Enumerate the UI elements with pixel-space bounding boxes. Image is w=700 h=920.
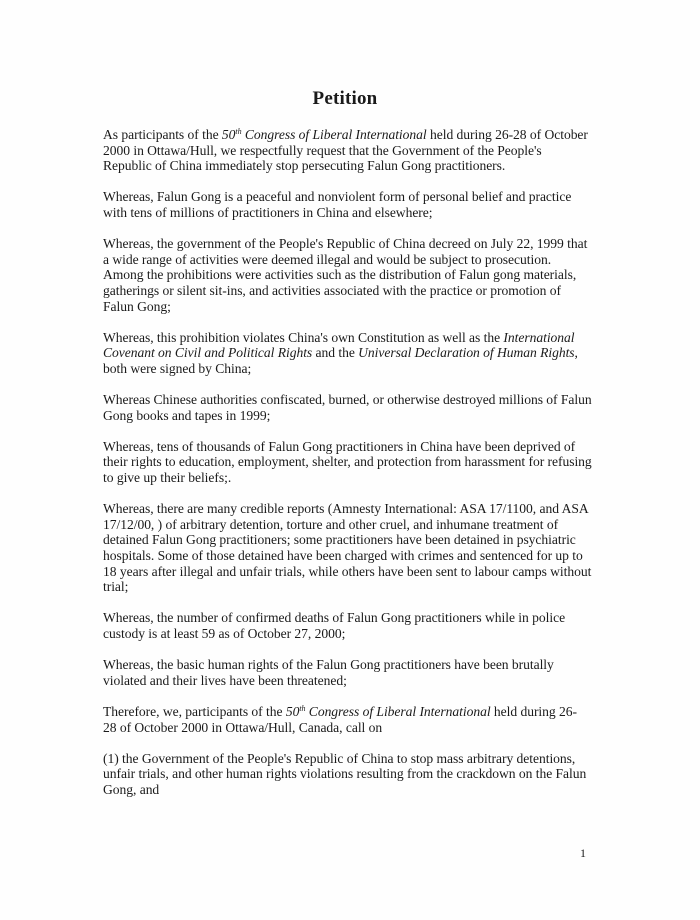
text-line: Whereas, Falun Gong is a peaceful and nonviolent form of personal belief and practice (103, 189, 572, 205)
whereas-paragraph (103, 392, 603, 423)
text-line: Gong, and (103, 781, 160, 797)
text-line: to give up their beliefs;. (103, 470, 232, 486)
text-line: hospitals. Some of those detained have been charged with crimes and sentenced for up to (103, 548, 583, 564)
text-line: Republic of China immediately stop persecuting Falun Gong practitioners. (103, 158, 506, 174)
text-line: As participants of the 50th Congress of Liberal International held during 26-28 of October (103, 127, 588, 142)
page-number: 1 (580, 846, 586, 860)
whereas-paragraph (103, 439, 603, 486)
text-line: custody is at least 59 as of October 27, 2000; (103, 626, 346, 641)
text-line: with tens of millions of practitioners in China and elsewhere; (103, 204, 433, 220)
text-line: Whereas, the government of the People's Republic of China decreed on July 22, 1999 that (103, 236, 588, 252)
text-line: gatherings or silent sit-ins, and activities associated with the practice or promotion of (103, 282, 561, 298)
whereas-paragraph (103, 189, 603, 220)
text-line: 2000 in Ottawa/Hull, we respectfully request that the Government of the People's (103, 142, 542, 158)
document-body (103, 127, 603, 813)
text-line: a wide range of activities were deemed illegal and would be subject to prosecution. (103, 251, 552, 267)
text-line: unfair trials, and other human rights violations resulting from the crackdown on the Falun (103, 766, 587, 782)
text-line: Among the prohibitions were activities such as the distribution of Falun gong materials, (103, 267, 577, 283)
demand-item-1 (103, 751, 603, 798)
intro-paragraph (103, 127, 603, 174)
text-line: Gong books and tapes in 1999; (103, 407, 271, 423)
text-line: (1) the Government of the People's Republic of China to stop mass arbitrary detentions, (103, 750, 576, 766)
whereas-paragraph (103, 657, 603, 688)
text-line: Whereas Chinese authorities confiscated, burned, or otherwise destroyed millions of Falun (103, 392, 592, 408)
text-line: 28 of October 2000 in Ottawa/Hull, Canada, call on (103, 719, 383, 735)
text-line: trial; (103, 579, 129, 595)
text-line: detained Falun Gong practitioners; some practitioners have been detained in psychiatric (103, 532, 576, 548)
text-line: Whereas, there are many credible reports (Amnesty International: ASA 17/1100, and ASA (103, 501, 589, 517)
whereas-paragraph (103, 610, 603, 641)
text-line: 18 years after illegal and unfair trials, while others have been sent to labour camps without (103, 563, 592, 579)
text-line: Covenant on Civil and Political Rights and the Universal Declaration of Human Rights, (103, 345, 578, 361)
whereas-paragraph (103, 236, 603, 314)
therefore-paragraph (103, 704, 603, 735)
text-line: both were signed by China; (103, 360, 252, 376)
text-line: Whereas, this prohibition violates China's own Constitution as well as the International (103, 329, 575, 345)
text-line: Whereas, the number of confirmed deaths of Falun Gong practitioners while in police (103, 610, 566, 626)
whereas-paragraph (103, 501, 603, 595)
text-line: Whereas, tens of thousands of Falun Gong practitioners in China have been deprived of (103, 438, 576, 454)
text-line: 17/12/00, ) of arbitrary detention, torture and other cruel, and inhumane treatment of (103, 516, 559, 532)
text-line: Falun Gong; (103, 298, 171, 314)
whereas-paragraph (103, 330, 603, 377)
text-line: Whereas, the basic human rights of the Falun Gong practitioners have been brutally (103, 657, 554, 673)
text-line: Therefore, we, participants of the 50th Congress of Liberal International held during 26- (103, 703, 577, 719)
text-line: violated and their lives have been threatened; (103, 672, 347, 688)
text-line: their rights to education, employment, shelter, and protection from harassment for refusing (103, 454, 592, 470)
document-title: Petition (312, 88, 378, 109)
